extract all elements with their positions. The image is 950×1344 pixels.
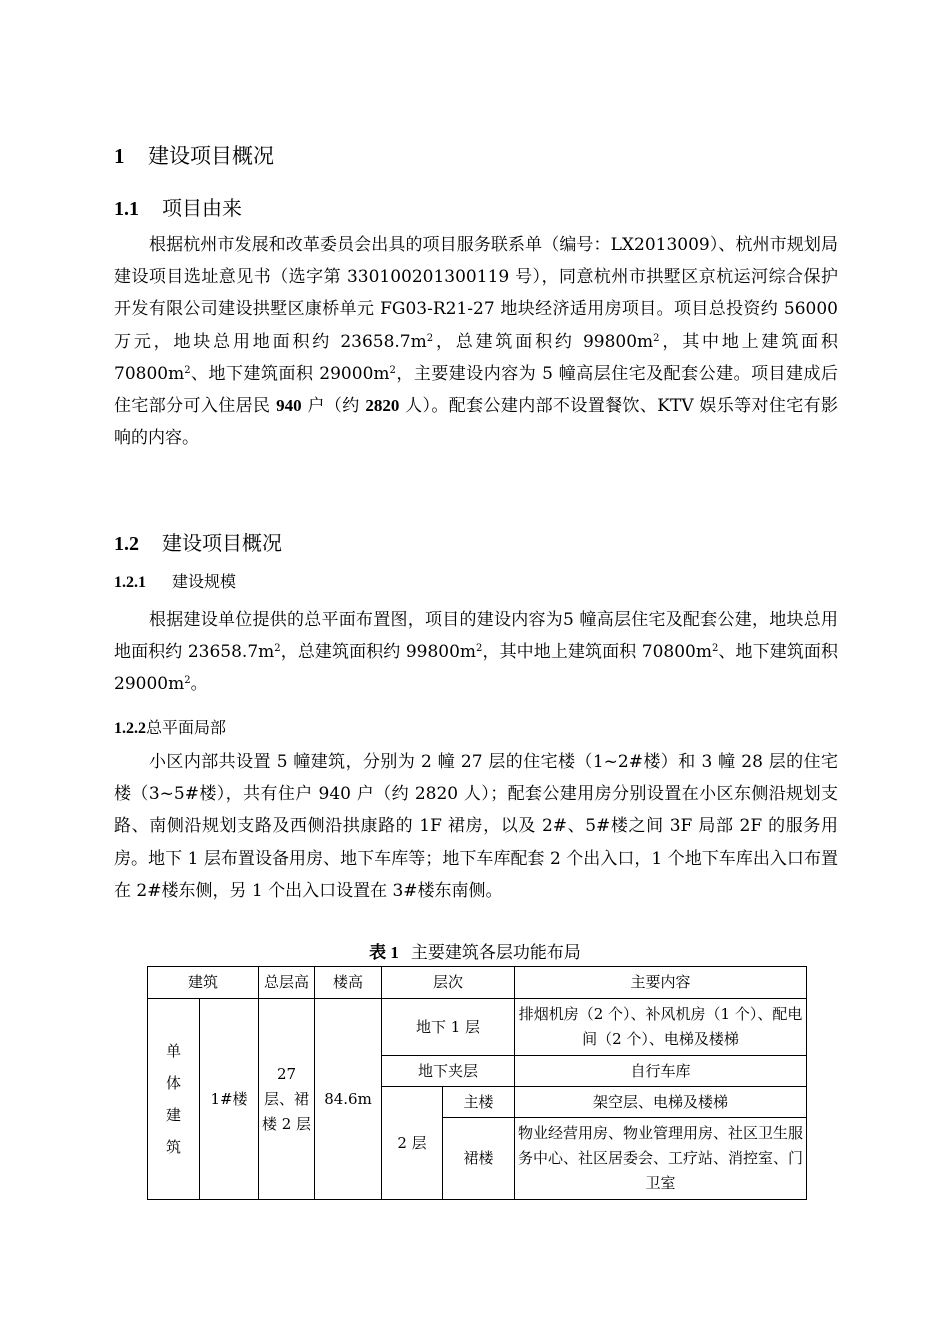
resident-count: 2820 <box>365 396 400 416</box>
table-header-row <box>148 967 807 999</box>
content-cell: 物业经营用房、物业管理用房、社区卫生服务中心、社区居委会、工疗站、消控室、门卫室 <box>515 1118 807 1200</box>
header-height: 楼高 <box>315 967 382 999</box>
level-cell: 地下 1 层 <box>382 999 515 1056</box>
table-title: 主要建筑各层功能布局 <box>410 943 581 963</box>
section-title: 建设项目概况 <box>162 531 282 555</box>
section-1-2-2-heading <box>114 715 226 738</box>
section-1-heading <box>114 140 274 170</box>
category-cell: 单体建筑 <box>148 999 200 1200</box>
level-cell: 地下夹层 <box>382 1056 515 1087</box>
project-origin-paragraph: 根据杭州市发展和改革委员会出具的项目服务联系单（编号：LX2013009）、杭州市规划局建设项目选址意见书（选字第 330100201300119 号），同意杭州市拱墅区京杭运河综合保护开发有限公司建设拱墅区康桥单元 FG03-R21-27 地块经济适用房项目。项目总投资约 56000 万元，地块总用地面积约 $23658.7m^2$，总建筑面积约 $99800m^2$，其中地上建筑面积 $70800m^2$、地下建筑面积 $29000m^2$，主要建设内容为 5 幢高层住宅及配套公建。项目建成后住宅部分可入住居民 940 户（约 2820 人）。配套公建内部不设置餐饮、KTV 娱乐等对住宅有影响的内容。 <box>114 235 839 449</box>
header-content: 主要内容 <box>515 967 807 999</box>
table-number: 表 1 <box>369 943 399 962</box>
part-cell: 裙楼 <box>443 1118 515 1200</box>
households-count: 940 <box>276 396 302 416</box>
content-cell: 架空层、电梯及楼梯 <box>515 1087 807 1118</box>
section-number: 1.2.2 <box>114 720 146 737</box>
table-caption <box>0 938 950 963</box>
building-name-cell: 1#楼 <box>200 999 259 1200</box>
total-floors-cell: 27 层、裙楼 2 层 <box>259 999 315 1200</box>
level-cell: 2 层 <box>382 1087 443 1200</box>
construction-scale-paragraph: 根据建设单位提供的总平面布置图，项目的建设内容为5 幢高层住宅及配套公建，地块总用地面积约 $23658.7m^2$，总建筑面积约 $99800m^2$，其中地上建筑面积 $70800m^2$、地下建筑面积 $29000m^2$。 <box>114 610 838 695</box>
section-number: 1 <box>114 144 125 168</box>
section-title: 总平面局部 <box>146 718 227 737</box>
section-number: 1.2.1 <box>114 574 146 591</box>
content-cell: 自行车库 <box>515 1056 807 1087</box>
site-layout-paragraph: 小区内部共设置 5 幢建筑，分别为 2 幢 27 层的住宅楼（1~2#楼）和 3 幢 28 层的住宅楼（3~5#楼），共有住户 940 户（约 2820 人）；配套公建用房分别设置在小区东侧沿规划支路、南侧沿规划支路及西侧沿拱康路的 1F 裙房，以及 2#、5#楼之间 3F 局部 2F 的服务用房。地下 1 层布置设备用房、地下车库等；地下车库配套 2 个出入口，1 个地下车库出入口布置在 2#楼东侧，另 1 个出入口设置在 3#楼东南侧。 <box>114 752 838 901</box>
header-total-floors: 总层高 <box>259 967 315 999</box>
section-title: 项目由来 <box>162 196 242 220</box>
content-cell: 排烟机房（2 个）、补风机房（1 个）、配电间（2 个）、电梯及楼梯 <box>515 999 807 1056</box>
section-1-1-heading <box>114 192 242 221</box>
section-number: 1.1 <box>114 198 139 220</box>
floor-function-table <box>147 966 807 1200</box>
height-cell: 84.6m <box>315 999 382 1200</box>
part-cell: 主楼 <box>443 1087 515 1118</box>
section-title: 建设项目概况 <box>148 144 274 168</box>
table-row <box>148 999 807 1056</box>
header-level: 层次 <box>382 967 515 999</box>
section-number: 1.2 <box>114 533 139 555</box>
section-1-2-1-heading <box>114 569 236 592</box>
header-building: 建筑 <box>148 967 259 999</box>
section-title: 建设规模 <box>172 572 237 591</box>
section-1-2-heading <box>114 527 282 556</box>
